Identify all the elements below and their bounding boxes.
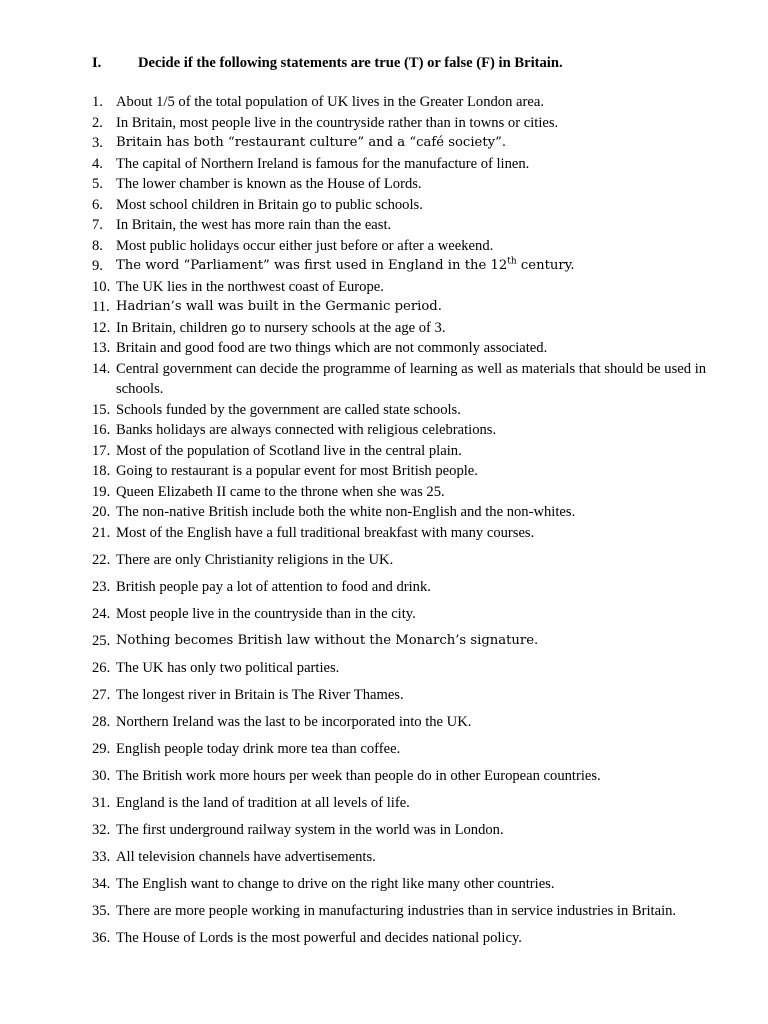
item-number: 15. [92,401,111,418]
list-item [92,154,712,175]
section-number: I. [92,55,102,71]
list-item [92,297,712,318]
item-text: The capital of Northern Ireland is famous for the manufacture of linen. [116,155,530,172]
item-text: Hadrian’s wall was built in the Germanic period. [116,299,442,314]
item-number: 24. [92,605,111,622]
item-text: There are more people working in manufacturing industries than in service industries in Britain. [116,902,677,919]
item-text [116,256,712,277]
item-text: The longest river in Britain is The River Thames. [116,686,404,703]
item-text: Most of the population of Scotland live in the central plain. [116,442,462,459]
item-text: Central government can decide the programme of learning as well as materials that should be used in schools. [116,360,707,397]
item-text: Schools funded by the government are called state schools. [116,401,461,418]
item-text: Most public holidays occur either just before or after a weekend. [116,237,494,254]
list-item [92,195,712,216]
list-item [92,338,712,359]
item-text: The first underground railway system in the world was in London. [116,821,504,838]
item-text: Northern Ireland was the last to be incorporated into the UK. [116,713,472,730]
item-text: There are only Christianity religions in the UK. [116,551,394,568]
item-number: 22. [92,551,111,568]
item-number: 25. [92,632,111,649]
item-number: 30. [92,767,111,784]
item-number: 33. [92,848,111,865]
list-item [92,482,712,503]
item-text: Queen Elizabeth II came to the throne when she was 25. [116,483,445,500]
list-item [92,133,712,154]
list-item [92,550,712,571]
statement-list [92,92,712,948]
item-number: 3. [92,135,103,151]
list-item [92,502,712,523]
list-item [92,604,712,625]
ordinal-suffix: th [507,256,517,267]
list-item [92,277,712,298]
item-number: 13. [92,340,111,356]
item-text: In Britain, children go to nursery schools at the age of 3. [116,319,446,336]
list-item [92,793,712,814]
item-text-part: The word “Parliament” was first used in England in the 12 [116,258,508,273]
item-text: About 1/5 of the total population of UK lives in the Greater London area. [116,94,544,110]
list-item [92,631,712,652]
item-number: 36. [92,929,111,946]
section-heading [92,55,563,72]
item-number: 1. [92,94,103,110]
item-number: 31. [92,794,111,811]
list-item [92,92,712,113]
list-item [92,215,712,236]
item-text: Nothing becomes British law without the Monarch’s signature. [116,632,539,648]
item-text: The lower chamber is known as the House of Lords. [116,176,422,192]
item-text: The UK has only two political parties. [116,659,340,676]
item-number: 17. [92,442,111,459]
item-text: Going to restaurant is a popular event for most British people. [116,463,478,479]
item-number: 10. [92,278,111,295]
item-number: 8. [92,237,103,254]
list-item [92,712,712,733]
item-text: All television channels have advertisements. [116,848,376,865]
list-item [92,901,712,922]
item-number: 9. [92,258,103,274]
item-number: 14. [92,360,111,377]
item-number: 4. [92,155,103,172]
list-item [92,928,712,949]
item-text: England is the land of tradition at all levels of life. [116,794,410,811]
list-item [92,820,712,841]
item-text: Most school children in Britain go to public schools. [116,196,423,213]
list-item [92,739,712,760]
item-text: The British work more hours per week than people do in other European countries. [116,767,601,784]
list-item [92,113,712,134]
item-number: 29. [92,740,111,757]
item-text: In Britain, the west has more rain than the east. [116,217,392,233]
item-number: 27. [92,686,111,703]
list-item [92,318,712,339]
item-text: The House of Lords is the most powerful and decides national policy. [116,929,522,946]
item-text: The non-native British include both the white non-English and the non-whites. [116,504,576,520]
list-item [92,441,712,462]
item-text: In Britain, most people live in the countryside rather than in towns or cities. [116,114,559,131]
item-number: 23. [92,578,111,595]
list-item [92,685,712,706]
list-item [92,523,712,544]
list-item [92,847,712,868]
item-number: 34. [92,875,111,892]
list-item [92,658,712,679]
item-number: 5. [92,176,103,192]
list-item [92,874,712,895]
list-item [92,400,712,421]
item-number: 6. [92,196,103,213]
item-number: 7. [92,217,103,233]
item-number: 35. [92,902,111,919]
list-item [92,256,712,277]
item-text: The English want to change to drive on the right like many other countries. [116,875,555,892]
item-number: 16. [92,422,111,438]
item-text: The UK lies in the northwest coast of Europe. [116,278,384,295]
item-text: Banks holidays are always connected with religious celebrations. [116,422,497,438]
section-title: Decide if the following statements are true (T) or false (F) in Britain. [138,55,563,71]
item-text: Britain has both “restaurant culture” and a “café society”. [116,135,507,150]
list-item [92,359,712,400]
item-text: British people pay a lot of attention to food and drink. [116,578,431,595]
list-item [92,577,712,598]
list-item [92,174,712,195]
item-text-part: century. [516,258,575,273]
item-text: Most people live in the countryside than in the city. [116,605,416,622]
item-number: 26. [92,659,111,676]
item-number: 12. [92,319,111,336]
item-number: 20. [92,504,111,520]
list-item [92,461,712,482]
list-item [92,420,712,441]
list-item [92,766,712,787]
item-number: 11. [92,299,110,315]
item-number: 28. [92,713,111,730]
item-text: Most of the English have a full traditional breakfast with many courses. [116,524,535,541]
item-number: 18. [92,463,111,479]
item-number: 19. [92,483,111,500]
item-number: 2. [92,114,103,131]
item-number: 32. [92,821,111,838]
item-text: Britain and good food are two things which are not commonly associated. [116,340,548,356]
item-number: 21. [92,524,111,541]
list-item [92,236,712,257]
item-text: English people today drink more tea than coffee. [116,740,401,757]
